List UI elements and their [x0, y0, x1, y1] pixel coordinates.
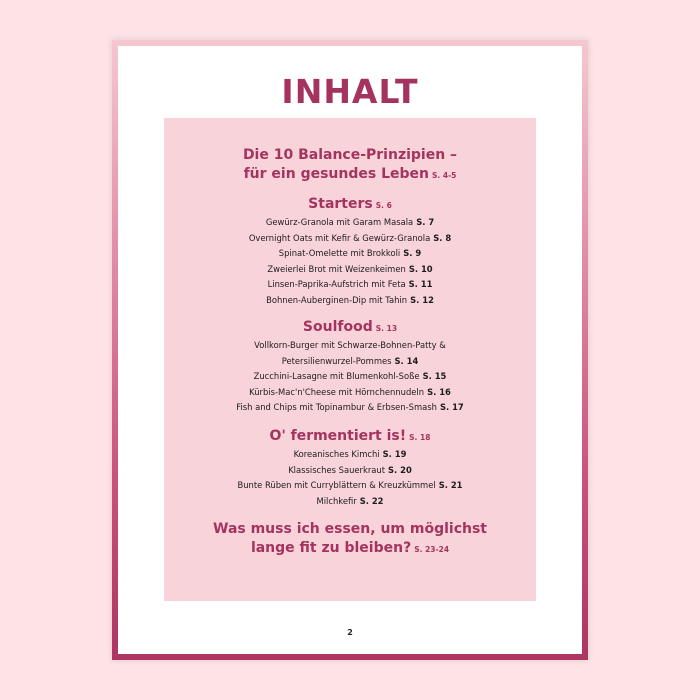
entry-title-line2: Petersilienwurzel-Pommes [281, 355, 392, 366]
section-heading-text: Starters [308, 196, 373, 212]
entry-list [164, 447, 536, 509]
list-item [164, 338, 536, 369]
entry-list [164, 338, 536, 416]
entry-page-ref: S. 9 [403, 248, 422, 258]
list-item [164, 447, 536, 463]
list-item [164, 231, 536, 247]
toc-section-fermented [164, 427, 536, 509]
section-page-ref: S. 13 [375, 324, 398, 333]
table-of-contents [164, 118, 536, 601]
section-heading [164, 318, 536, 338]
entry-title: Koreanisches Kimchi [293, 449, 380, 459]
section-heading-text: O' fermentiert is! [269, 428, 407, 444]
page-title: INHALT [281, 72, 419, 111]
entry-page-ref: S. 17 [439, 402, 464, 412]
entry-title: Zweierlei Brot mit Weizenkeimen [267, 263, 406, 274]
entry-title: Fish and Chips mit Topinambur & Erbsen-Smash [236, 402, 437, 412]
list-item [164, 293, 536, 309]
entry-page-ref: S. 8 [433, 232, 452, 243]
section-heading [164, 146, 536, 185]
section-heading-line1: Die 10 Balance-Prinzipien – [242, 147, 458, 163]
section-page-ref: S. 6 [375, 201, 392, 210]
entry-page-ref: S. 15 [422, 371, 447, 381]
book-page-frame [112, 40, 588, 660]
entry-page-ref: S. 20 [388, 464, 412, 475]
entry-title: Kürbis-Mac'n'Cheese mit Hörnchennudeln [249, 386, 425, 397]
list-item [164, 494, 536, 510]
section-page-ref: S. 18 [409, 433, 431, 442]
entry-title: Overnight Oats mit Kefir & Gewürz-Granola [248, 232, 431, 243]
entry-page-ref: S. 10 [408, 263, 433, 274]
entry-title: Bohnen-Auberginen-Dip mit Tahin [266, 294, 408, 305]
section-heading-text: Soulfood [302, 319, 373, 335]
entry-title: Zucchini-Lasagne mit Blumenkohl-Soße [253, 371, 420, 381]
list-item [164, 246, 536, 262]
entry-title: Gewürz-Granola mit Garam Masala [265, 217, 414, 227]
section-heading-line2: für ein gesundes Leben [243, 166, 429, 182]
entry-page-ref: S. 22 [359, 495, 384, 506]
list-item [164, 277, 536, 293]
entry-title: Spinat-Omelette mit Brokkoli [278, 248, 401, 258]
list-item [164, 478, 536, 494]
section-heading-line1: Was muss ich essen, um möglichst [213, 521, 487, 537]
entry-page-ref: S. 21 [438, 480, 463, 490]
toc-section-principles [164, 146, 536, 185]
entry-page-ref: S. 14 [394, 355, 419, 366]
section-heading-line2: lange fit zu bleiben? [250, 540, 412, 556]
toc-section-soulfood [164, 318, 536, 416]
section-heading [164, 195, 536, 215]
entry-title-line1: Vollkorn-Burger mit Schwarze-Bohnen-Patty & [254, 340, 446, 350]
list-item [164, 215, 536, 231]
section-heading [164, 520, 536, 559]
entry-title: Klassisches Sauerkraut [288, 464, 386, 475]
list-item [164, 463, 536, 479]
page-number: 2 [347, 628, 353, 637]
book-page [118, 46, 582, 654]
list-item [164, 385, 536, 401]
list-item [164, 369, 536, 385]
list-item [164, 400, 536, 416]
entry-page-ref: S. 7 [416, 217, 435, 227]
section-page-ref: S. 23-24 [414, 545, 450, 554]
entry-title: Linsen-Paprika-Aufstrich mit Feta [267, 279, 406, 289]
toc-section-starters [164, 195, 536, 308]
toc-section-longevity [164, 520, 536, 559]
section-page-ref: S. 4-5 [431, 171, 457, 180]
entry-page-ref: S. 11 [408, 279, 433, 289]
entry-list [164, 215, 536, 308]
entry-page-ref: S. 19 [382, 449, 407, 459]
entry-title: Bunte Rüben mit Curryblättern & Kreuzkümmel [237, 480, 436, 490]
entry-title: Milchkefir [316, 495, 357, 506]
section-heading [164, 427, 536, 447]
entry-page-ref: S. 16 [427, 386, 451, 397]
list-item [164, 262, 536, 278]
entry-page-ref: S. 12 [410, 294, 434, 305]
